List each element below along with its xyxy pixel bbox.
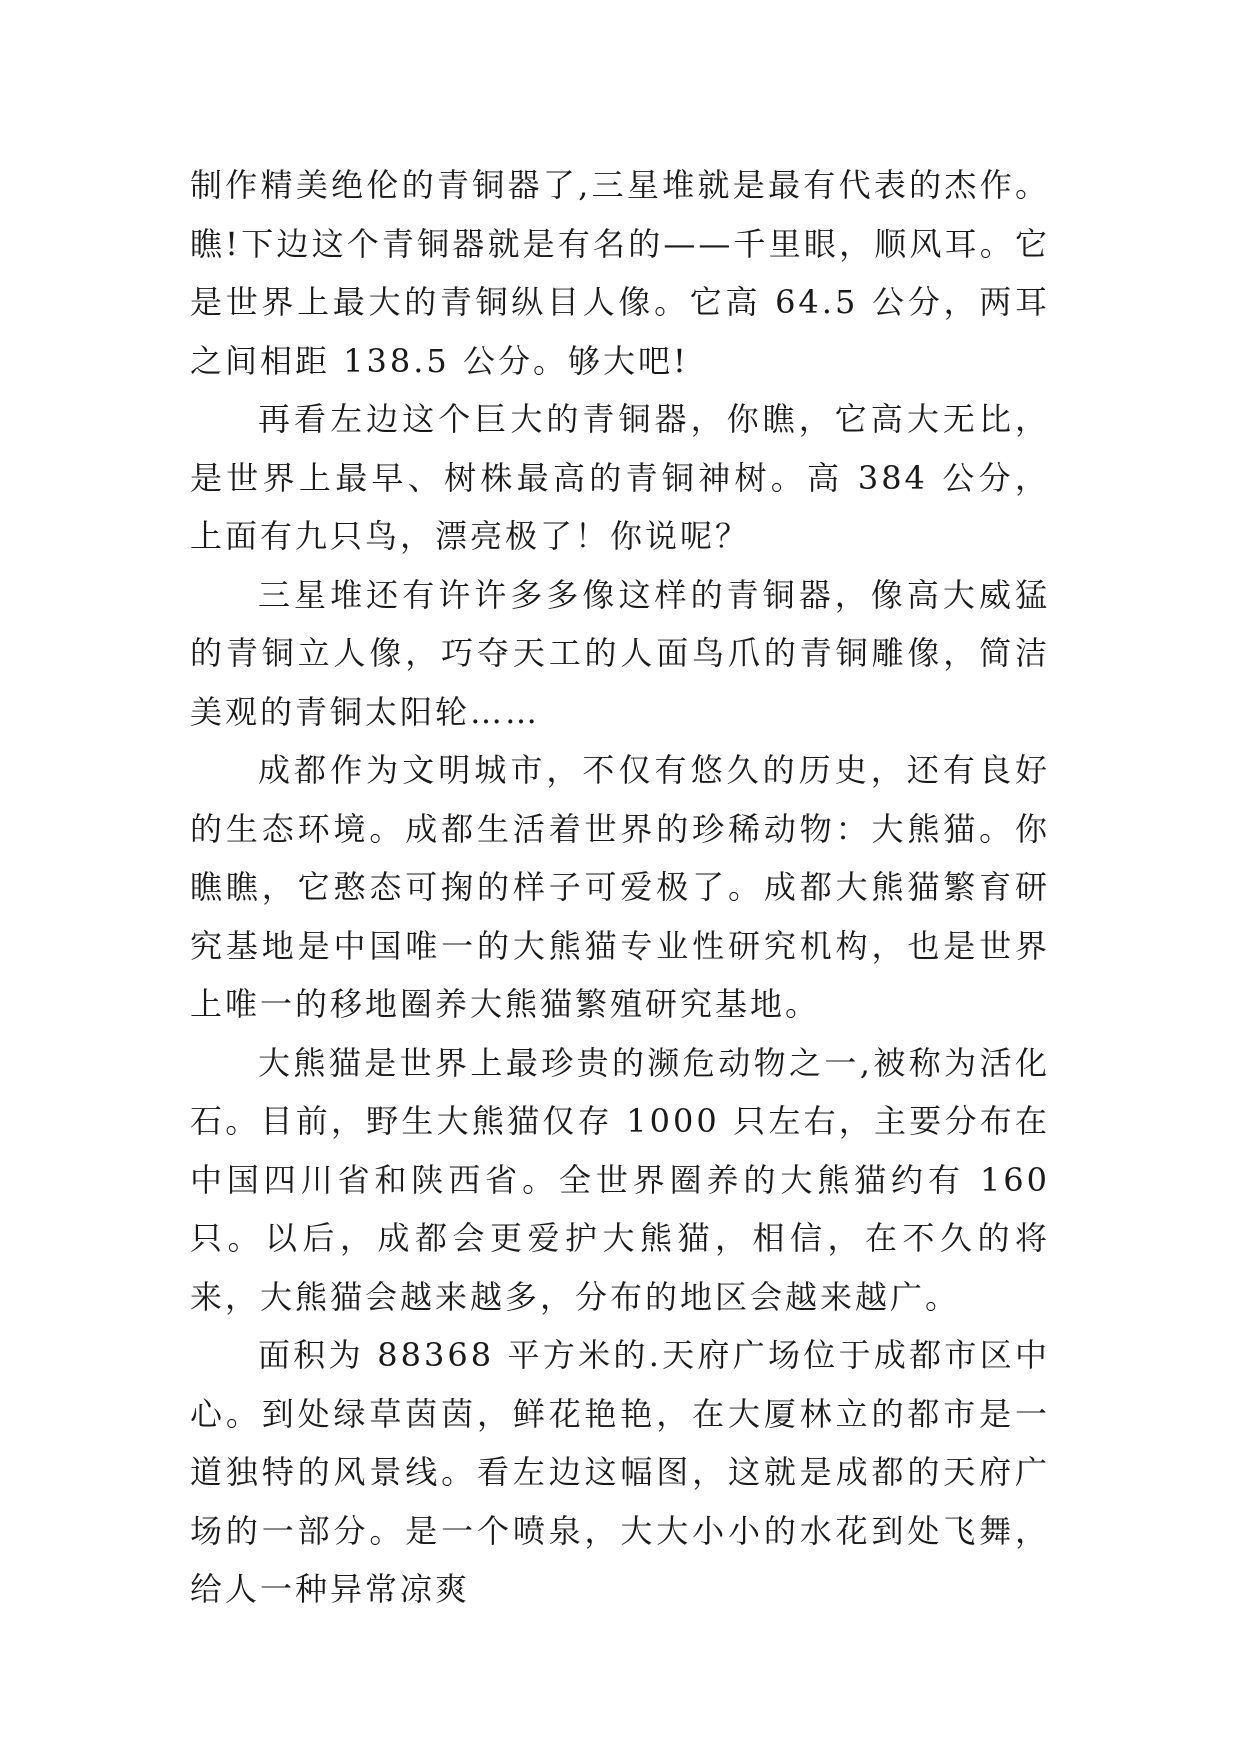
paragraph-4: 成都作为文明城市，不仅有悠久的历史，还有良好的生态环境。成都生活着世界的珍稀动物：大熊猫。你瞧瞧，它憨态可掬的样子可爱极了。成都大熊猫繁育研究基地是中国唯一的大熊猫专业性研究机构，也是世界上唯一的移地圈养大熊猫繁殖研究基地。: [190, 751, 1050, 1023]
paragraph-1: 制作精美绝伦的青铜器了,三星堆就是最有代表的杰作。瞧!下边这个青铜器就是有名的——千里眼，顺风耳。它是世界上最大的青铜纵目人像。它高 64.5 公分，两耳之间相距 138.5 公分。够大吧!: [190, 166, 1050, 380]
paragraph-3: 三星堆还有许许多多像这样的青铜器，像高大威猛的青铜立人像，巧夺天工的人面鸟爪的青铜雕像，简洁美观的青铜太阳轮……: [190, 575, 1050, 731]
paragraph-6: 面积为 88368 平方米的.天府广场位于成都市区中心。到处绿草茵茵，鲜花艳艳，在大厦林立的都市是一道独特的风景线。看左边这幅图，这就是成都的天府广场的一部分。是一个喷泉，大大小小的水花到处飞舞，给人一种异常凉爽: [190, 1336, 1050, 1608]
document-body: [190, 156, 1050, 1619]
paragraph-5: 大熊猫是世界上最珍贵的濒危动物之一,被称为活化石。目前，野生大熊猫仅存 1000 只左右，主要分布在中国四川省和陕西省。全世界圈养的大熊猫约有 160 只。以后，成都会更爱护大熊猫，相信，在不久的将来，大熊猫会越来越多，分布的地区会越来越广。: [190, 1043, 1050, 1316]
paragraph-2: 再看左边这个巨大的青铜器，你瞧，它高大无比，是世界上最早、树株最高的青铜神树。高 384 公分，上面有九只鸟，漂亮极了！你说呢？: [190, 400, 1050, 555]
